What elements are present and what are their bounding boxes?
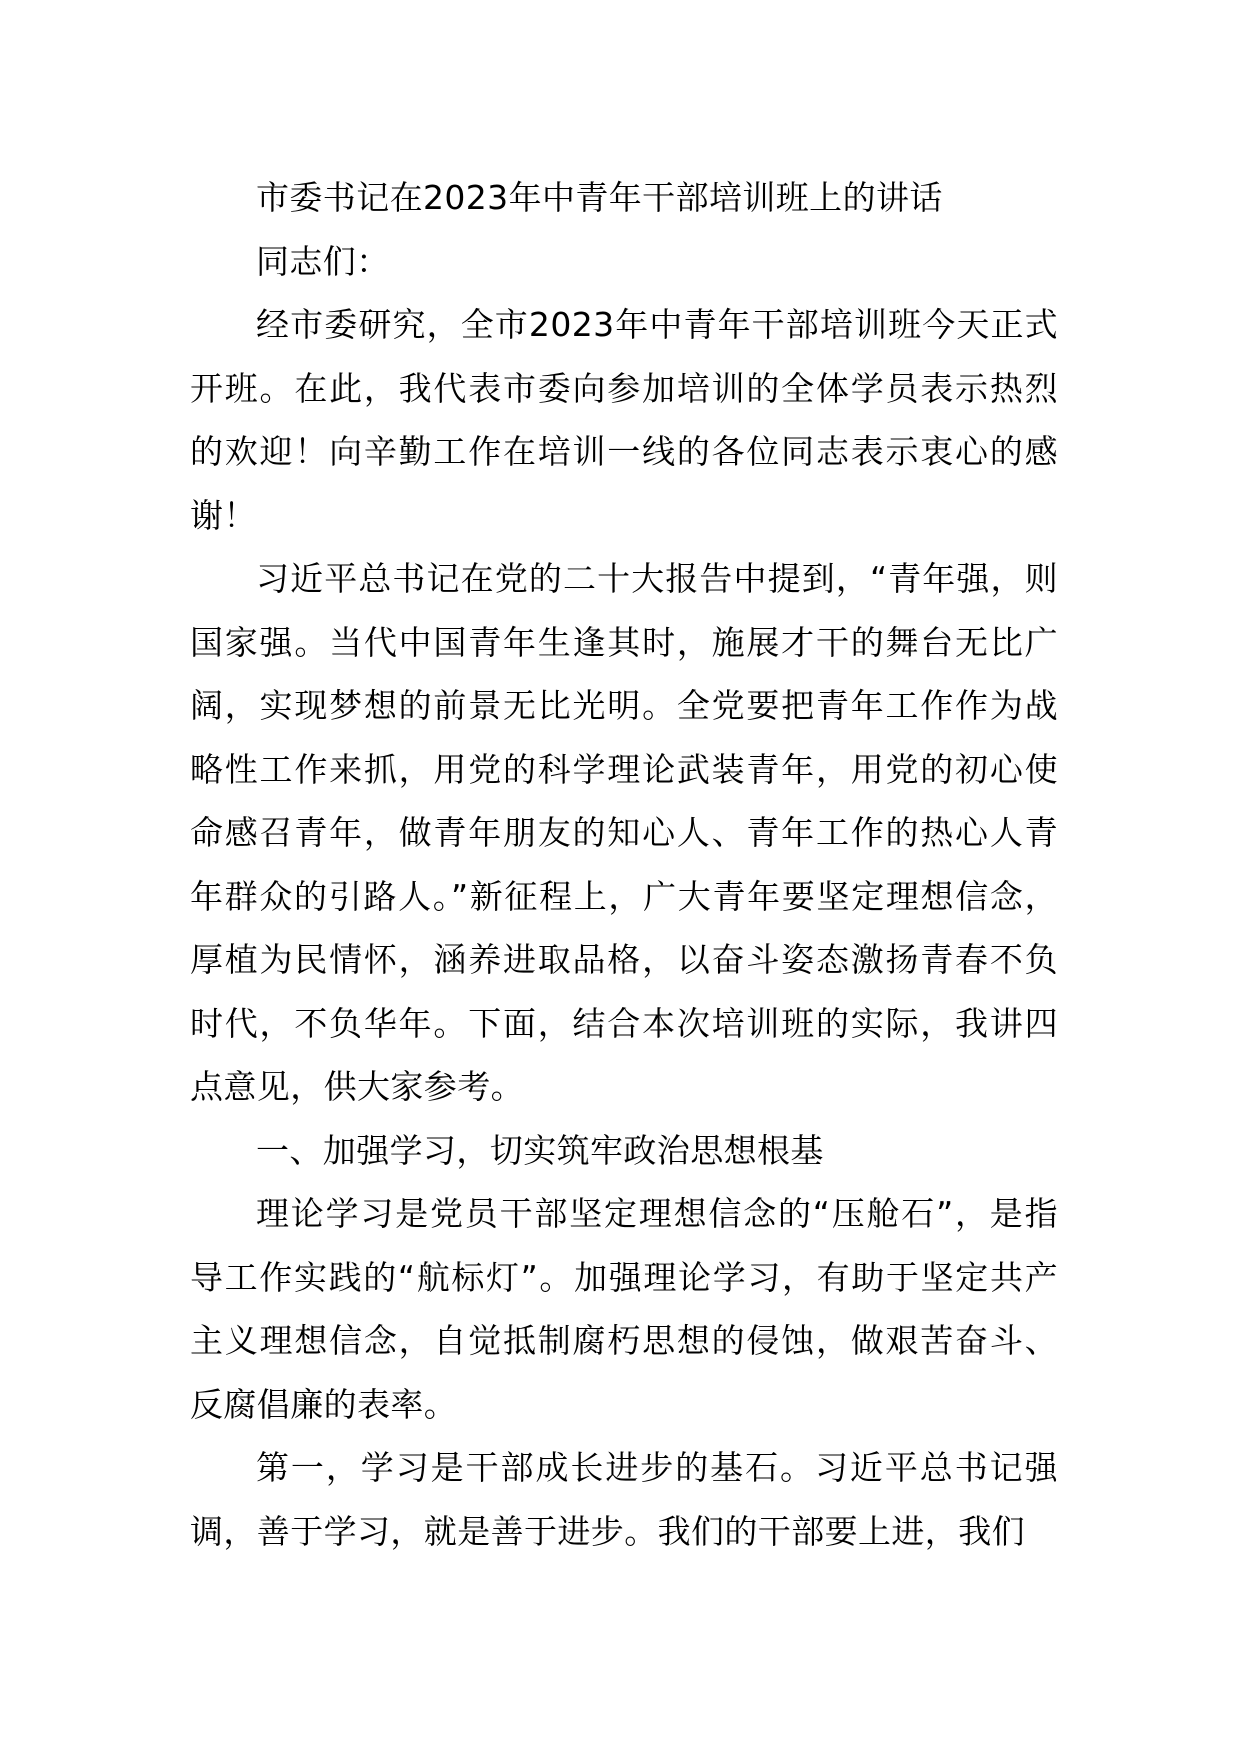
document-title: 市委书记在2023年中青年干部培训班上的讲话	[256, 178, 943, 217]
section-heading-1: 一、加强学习，切实筑牢政治思想根基	[256, 1130, 824, 1170]
paragraph-theory-study: 理论学习是党员干部坚定理想信念的“压舱石”，是指导工作实践的“航标灯”。加强理论学习，有助于坚定共产主义理想信念，自觉抵制腐朽思想的侵蚀，做艰苦奋斗、反腐倡廉的表率。	[190, 1194, 1058, 1424]
paragraph-first-point: 第一，学习是干部成长进步的基石。习近平总书记强调，善于学习，就是善于进步。我们的干部要上进，我们	[190, 1448, 1058, 1551]
paragraph-opening: 经市委研究，全市2023年中青年干部培训班今天正式开班。在此，我代表市委向参加培训的全体学员表示热烈的欢迎！向辛勤工作在培训一线的各位同志表示衷心的感谢！	[190, 305, 1058, 535]
paragraph-quote: 习近平总书记在党的二十大报告中提到，“青年强，则国家强。当代中国青年生逢其时，施展才干的舞台无比广阔，实现梦想的前景无比光明。全党要把青年工作作为战略性工作来抓，用党的科学理论武装青年，用党的初心使命感召青年，做青年朋友的知心人、青年工作的热心人青年群众的引路人。”新征程上，广大青年要坚定理想信念，厚植为民情怀，涵养进取品格，以奋斗姿态激扬青春不负时代，不负华年。下面，结合本次培训班的实际，我讲四点意见，供大家参考。	[190, 559, 1058, 1106]
salutation: 同志们：	[256, 241, 390, 281]
document-body	[190, 166, 1058, 1563]
